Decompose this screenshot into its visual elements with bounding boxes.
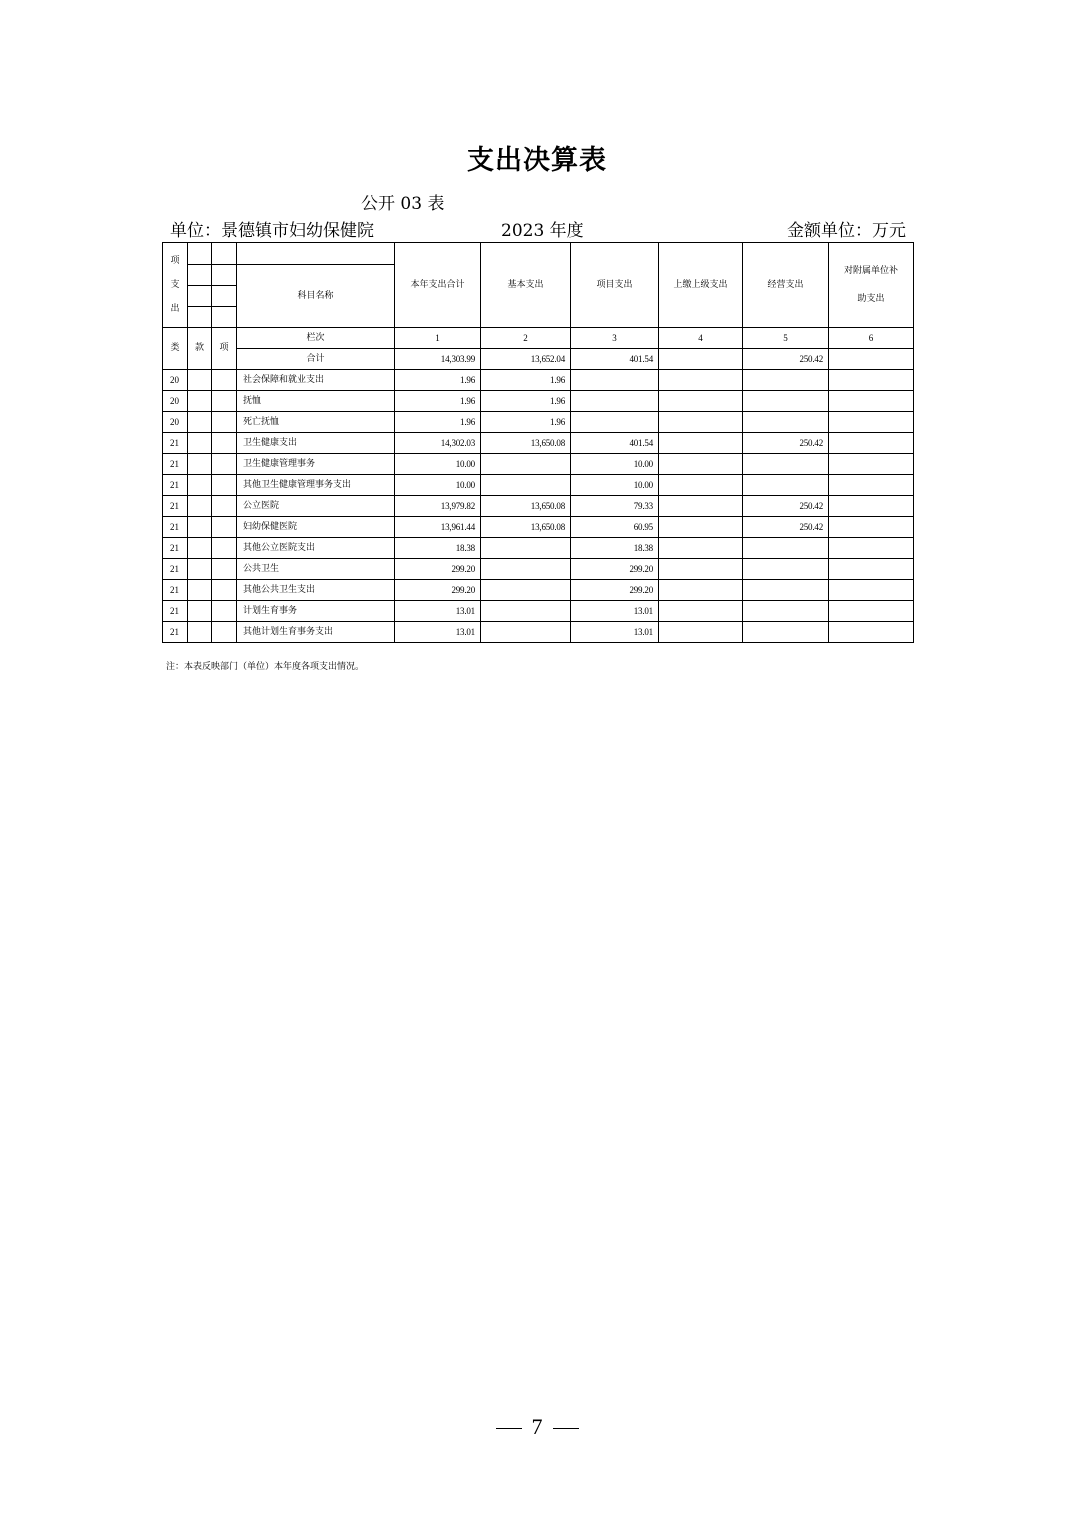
row-kuan [188,538,212,559]
row-code: 21 [163,538,188,559]
col-header-item-name: 科目名称 [237,265,395,328]
header-blank-cell [188,243,212,265]
row-xiang [212,517,237,538]
row-subsidy [829,496,914,517]
row-project [571,391,659,412]
row-upper [659,370,743,391]
row-basic [481,622,571,643]
col-header-total: 本年支出合计 [395,243,481,328]
row-project: 13.01 [571,601,659,622]
row-business [743,475,829,496]
expenditure-table [162,242,914,643]
row-business [743,580,829,601]
table-row [163,454,914,475]
row-upper [659,391,743,412]
row-subsidy [829,433,914,454]
row-total: 10.00 [395,475,481,496]
table-row [163,517,914,538]
row-basic: 1.96 [481,412,571,433]
row-basic [481,538,571,559]
page-title: 支出决算表 [467,145,607,176]
row-upper [659,433,743,454]
form-number: 公开 03 表 [361,194,445,214]
row-xiang [212,538,237,559]
col-header-xiang: 项 [212,328,237,370]
row-upper [659,580,743,601]
row-total: 13.01 [395,622,481,643]
table-row [163,538,914,559]
row-name: 抚恤 [237,391,395,412]
row-subsidy [829,517,914,538]
total-project: 401.54 [571,349,659,370]
header-blank-cell [188,307,212,328]
row-name: 公立医院 [237,496,395,517]
row-project: 13.01 [571,622,659,643]
header-blank-cell [188,286,212,307]
col-number: 2 [481,328,571,349]
row-name: 卫生健康管理事务 [237,454,395,475]
row-xiang [212,559,237,580]
row-name: 其他公立医院支出 [237,538,395,559]
row-total: 13.01 [395,601,481,622]
total-total: 14,303.99 [395,349,481,370]
row-upper [659,622,743,643]
header-stub-char: 支 [170,280,180,290]
row-code: 20 [163,370,188,391]
row-code: 21 [163,517,188,538]
col-number: 6 [829,328,914,349]
row-basic [481,454,571,475]
table-row [163,370,914,391]
row-total: 299.20 [395,580,481,601]
row-subsidy [829,538,914,559]
header-stub-char: 出 [170,304,180,314]
total-row [163,349,914,370]
row-business [743,370,829,391]
col-header-basic: 基本支出 [481,243,571,328]
col-header-lei: 类 [163,328,188,370]
row-code: 21 [163,601,188,622]
row-xiang [212,475,237,496]
row-project [571,370,659,391]
row-xiang [212,391,237,412]
table-row [163,412,914,433]
table-row [163,601,914,622]
row-basic: 1.96 [481,370,571,391]
row-kuan [188,454,212,475]
row-kuan [188,580,212,601]
row-upper [659,496,743,517]
page-number-value: 7 [531,1414,543,1439]
row-code: 21 [163,433,188,454]
row-basic [481,475,571,496]
page-number [0,1414,1074,1440]
row-basic: 13,650.08 [481,517,571,538]
row-upper [659,538,743,559]
row-upper [659,475,743,496]
row-kuan [188,475,212,496]
total-label: 合计 [237,349,395,370]
header-blank-cell [212,265,237,286]
row-name: 妇幼保健医院 [237,517,395,538]
row-project [571,412,659,433]
row-xiang [212,370,237,391]
row-subsidy [829,601,914,622]
table-row [163,433,914,454]
row-xiang [212,454,237,475]
table-row [163,475,914,496]
row-business [743,538,829,559]
row-name: 卫生健康支出 [237,433,395,454]
col-number: 4 [659,328,743,349]
total-business: 250.42 [743,349,829,370]
row-code: 21 [163,580,188,601]
table-row [163,580,914,601]
total-upper [659,349,743,370]
row-kuan [188,559,212,580]
row-subsidy [829,580,914,601]
row-project: 79.33 [571,496,659,517]
row-kuan [188,517,212,538]
row-basic [481,601,571,622]
table-row [163,496,914,517]
header-blank-cell [212,307,237,328]
col-header-subsidy [829,243,914,328]
row-total: 299.20 [395,559,481,580]
row-project: 60.95 [571,517,659,538]
row-business [743,454,829,475]
row-total: 14,302.03 [395,433,481,454]
row-basic [481,559,571,580]
row-upper [659,559,743,580]
row-name: 其他卫生健康管理事务支出 [237,475,395,496]
row-code: 21 [163,559,188,580]
table-note: 注：本表反映部门（单位）本年度各项支出情况。 [166,662,365,672]
row-kuan [188,496,212,517]
header-blank-cell [188,265,212,286]
row-subsidy [829,391,914,412]
row-code: 21 [163,622,188,643]
row-kuan [188,370,212,391]
row-project: 299.20 [571,559,659,580]
col-header-kuan: 款 [188,328,212,370]
row-xiang [212,412,237,433]
page-dash-left [496,1428,522,1429]
col-number: 5 [743,328,829,349]
row-upper [659,601,743,622]
row-business [743,559,829,580]
row-total: 13,979.82 [395,496,481,517]
col-number: 1 [395,328,481,349]
row-subsidy [829,454,914,475]
row-upper [659,454,743,475]
col-header-business: 经营支出 [743,243,829,328]
year-label: 2023 年度 [501,221,584,241]
row-xiang [212,580,237,601]
row-kuan [188,601,212,622]
header-blank-cell [212,286,237,307]
row-code: 20 [163,412,188,433]
total-subsidy [829,349,914,370]
row-basic: 1.96 [481,391,571,412]
row-name: 计划生育事务 [237,601,395,622]
row-kuan [188,391,212,412]
amount-unit-label: 金额单位：万元 [787,221,906,241]
row-code: 21 [163,496,188,517]
row-project: 10.00 [571,454,659,475]
header-stub-cell [163,243,188,328]
row-basic: 13,650.08 [481,496,571,517]
col-header-subsidy-line1: 对附属单位补 [843,266,898,276]
header-blank-cell [212,243,237,265]
row-name: 公共卫生 [237,559,395,580]
unit-label: 单位：景德镇市妇幼保健院 [170,221,374,241]
row-business [743,391,829,412]
row-code: 21 [163,454,188,475]
row-subsidy [829,475,914,496]
row-total: 1.96 [395,370,481,391]
row-project: 299.20 [571,580,659,601]
table-row [163,622,914,643]
row-project: 401.54 [571,433,659,454]
col-header-subsidy-line2: 助支出 [857,294,885,304]
row-basic [481,580,571,601]
row-project: 18.38 [571,538,659,559]
row-project: 10.00 [571,475,659,496]
row-total: 13,961.44 [395,517,481,538]
row-kuan [188,412,212,433]
row-code: 20 [163,391,188,412]
table-row [163,559,914,580]
row-subsidy [829,412,914,433]
row-xiang [212,433,237,454]
row-business [743,601,829,622]
row-xiang [212,496,237,517]
row-xiang [212,622,237,643]
row-name: 社会保障和就业支出 [237,370,395,391]
row-total: 10.00 [395,454,481,475]
row-business: 250.42 [743,517,829,538]
header-blank-cell [237,243,395,265]
row-upper [659,517,743,538]
col-header-project: 项目支出 [571,243,659,328]
total-basic: 13,652.04 [481,349,571,370]
row-total: 1.96 [395,412,481,433]
row-code: 21 [163,475,188,496]
row-subsidy [829,622,914,643]
row-total: 1.96 [395,391,481,412]
row-basic: 13,650.08 [481,433,571,454]
row-business [743,412,829,433]
row-business [743,622,829,643]
col-number: 3 [571,328,659,349]
row-kuan [188,622,212,643]
header-stub-char: 项 [170,256,180,266]
lanci-label: 栏次 [237,328,395,349]
row-subsidy [829,559,914,580]
row-name: 其他公共卫生支出 [237,580,395,601]
row-kuan [188,433,212,454]
row-upper [659,412,743,433]
row-name: 死亡抚恤 [237,412,395,433]
page-dash-right [553,1428,579,1429]
row-subsidy [829,370,914,391]
row-xiang [212,601,237,622]
row-name: 其他计划生育事务支出 [237,622,395,643]
table-row [163,391,914,412]
row-total: 18.38 [395,538,481,559]
col-header-upper: 上缴上级支出 [659,243,743,328]
row-business: 250.42 [743,433,829,454]
row-business: 250.42 [743,496,829,517]
